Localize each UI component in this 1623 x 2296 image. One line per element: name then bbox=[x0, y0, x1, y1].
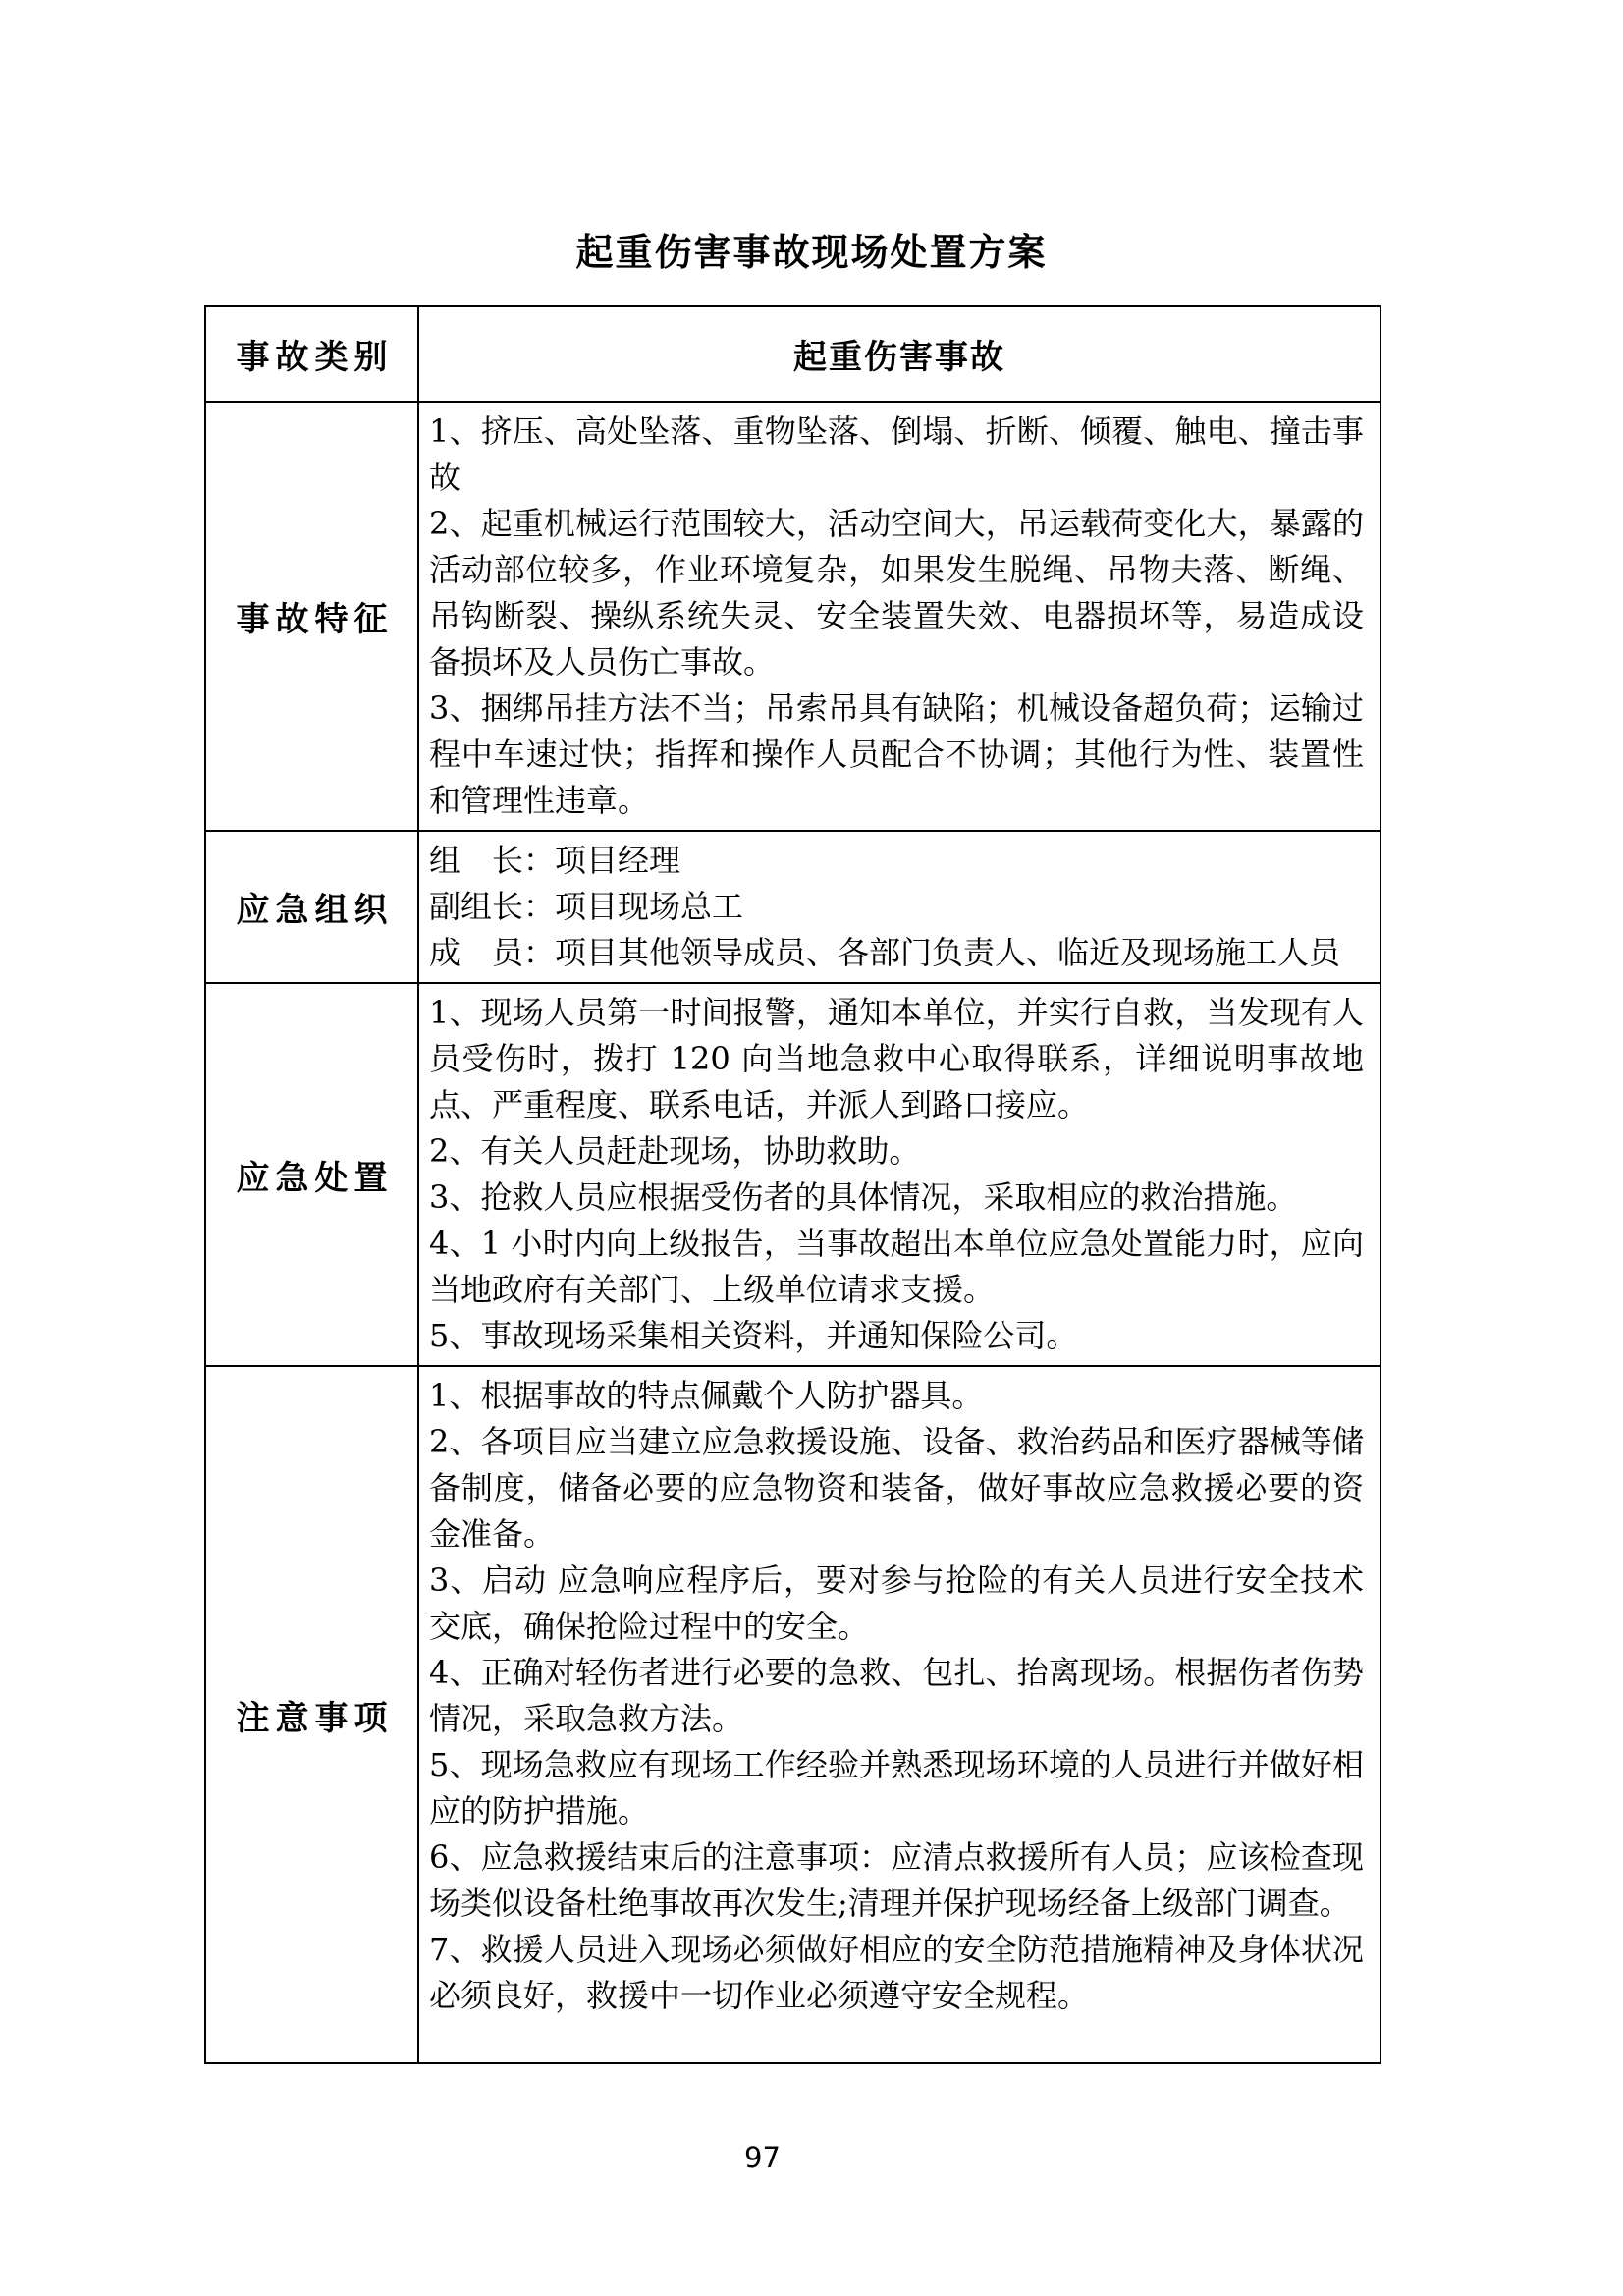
paragraph: 1、挤压、高处坠落、重物坠落、倒塌、折断、倾覆、触电、撞击事故 bbox=[429, 412, 1364, 496]
row-label-emergency-response: 应急处置 bbox=[205, 983, 418, 1366]
paragraph: 3、抢救人员应根据受伤者的具体情况，采取相应的救治措施。 bbox=[429, 1178, 1298, 1216]
row-label-emergency-organization: 应急组织 bbox=[205, 831, 418, 983]
paragraph: 7、救援人员进入现场必须做好相应的安全防范措施精神及身体状况必须良好，救援中一切作业必须遵守安全规程。 bbox=[429, 1931, 1364, 2014]
table-row-accident-features bbox=[205, 402, 1380, 831]
row-label-accident-category: 事故类别 bbox=[205, 306, 418, 402]
table-row-emergency-response bbox=[205, 983, 1380, 1366]
paragraph: 2、有关人员赶赴现场，协助救助。 bbox=[429, 1132, 921, 1170]
cell-accident-category-value: 起重伤害事故 bbox=[418, 306, 1380, 402]
emergency-plan-table bbox=[204, 305, 1381, 2064]
paragraph: 5、事故现场采集相关资料，并通知保险公司。 bbox=[429, 1317, 1078, 1354]
paragraph: 副组长：项目现场总工 bbox=[429, 888, 744, 925]
paragraph: 6、应急救援结束后的注意事项：应清点救援所有人员；应该检查现场类似设备杜绝事故再次发生;清理并保护现场经备上级部门调查。 bbox=[429, 1838, 1364, 1922]
paragraph: 1、现场人员第一时间报警，通知本单位，并实行自救，当发现有人员受伤时，拨打 120 向当地急救中心取得联系，详细说明事故地点、严重程度、联系电话，并派人到路口接应。 bbox=[429, 994, 1364, 1123]
paragraph: 成 员：项目其他领导成员、各部门负责人、临近及现场施工人员 bbox=[429, 934, 1341, 971]
page-number: 97 bbox=[744, 2141, 781, 2174]
paragraph: 2、起重机械运行范围较大，活动空间大，吊运载荷变化大，暴露的活动部位较多，作业环境复杂，如果发生脱绳、吊物夫落、断绳、吊钩断裂、操纵系统失灵、安全装置失效、电器损坏等，易造成设备损坏及人员伤亡事故。 bbox=[429, 505, 1364, 681]
cell-emergency-response bbox=[418, 983, 1380, 1366]
paragraph: 4、正确对轻伤者进行必要的急救、包扎、抬离现场。根据伤者伤势情况，采取急救方法。 bbox=[429, 1654, 1364, 1737]
table-row-emergency-organization bbox=[205, 831, 1380, 983]
page-title: 起重伤害事故现场处置方案 bbox=[575, 230, 1048, 274]
paragraph: 3、启动 应急响应程序后，要对参与抢险的有关人员进行安全技术交底，确保抢险过程中的安全。 bbox=[429, 1561, 1364, 1645]
row-label-precautions: 注意事项 bbox=[205, 1366, 418, 2063]
cell-precautions bbox=[418, 1366, 1380, 2063]
row-label-accident-features: 事故特征 bbox=[205, 402, 418, 831]
cell-accident-features bbox=[418, 402, 1380, 831]
cell-emergency-organization bbox=[418, 831, 1380, 983]
paragraph: 2、各项目应当建立应急救援设施、设备、救治药品和医疗器械等储备制度，储备必要的应急物资和装备，做好事故应急救援必要的资金准备。 bbox=[429, 1423, 1364, 1553]
paragraph: 1、根据事故的特点佩戴个人防护器具。 bbox=[429, 1377, 984, 1414]
paragraph: 组 长：项目经理 bbox=[429, 842, 681, 879]
paragraph: 4、1 小时内向上级报告，当事故超出本单位应急处置能力时，应向当地政府有关部门、上级单位请求支援。 bbox=[429, 1225, 1364, 1308]
table-row-precautions bbox=[205, 1366, 1380, 2063]
paragraph: 5、现场急救应有现场工作经验并熟悉现场环境的人员进行并做好相应的防护措施。 bbox=[429, 1746, 1364, 1830]
paragraph: 3、捆绑吊挂方法不当；吊索吊具有缺陷；机械设备超负荷；运输过程中车速过快；指挥和操作人员配合不协调；其他行为性、装置性和管理性违章。 bbox=[429, 689, 1364, 819]
table-row-accident-category bbox=[205, 306, 1380, 402]
